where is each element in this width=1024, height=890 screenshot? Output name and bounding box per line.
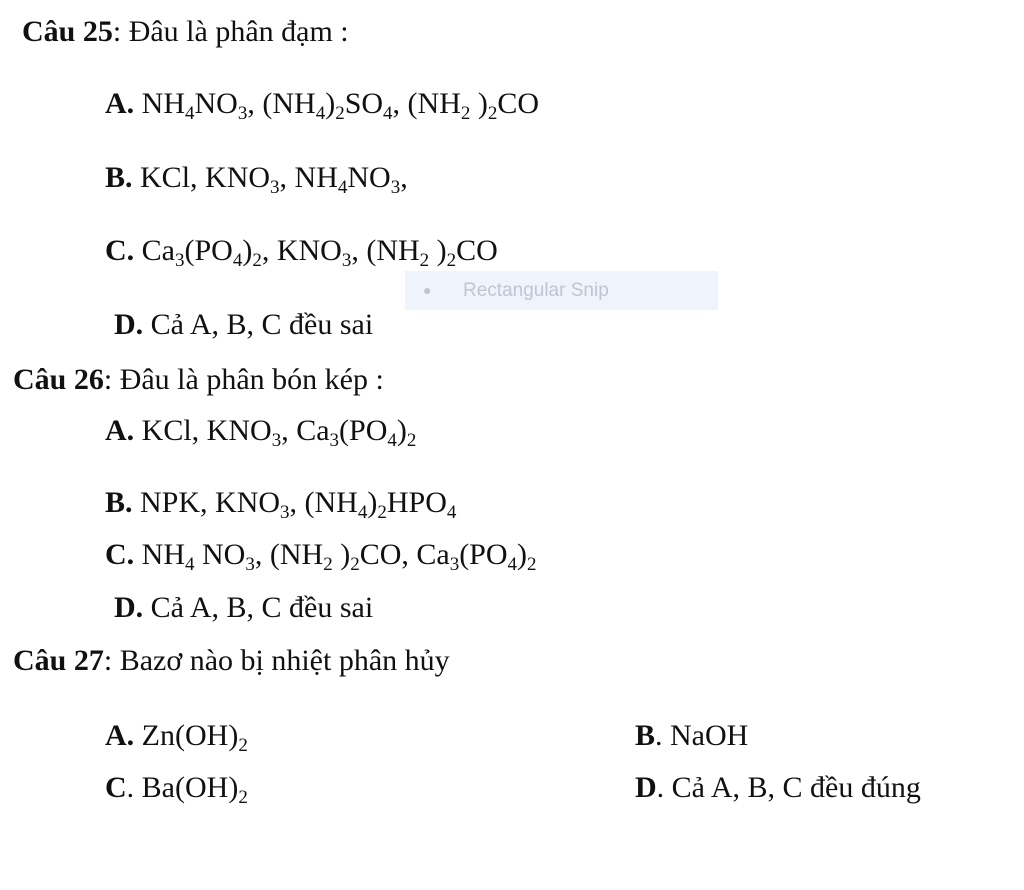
formula-subscript: 2 xyxy=(460,103,471,124)
formula-subscript: 2 xyxy=(419,250,430,271)
option-letter: C. xyxy=(105,538,135,571)
formula-subscript: 2 xyxy=(350,554,360,575)
formula-text: ) xyxy=(470,87,488,120)
option-formula xyxy=(141,234,498,271)
formula-subscript: 4 xyxy=(185,103,195,124)
question-text: : Đâu là phân bón kép : xyxy=(103,363,384,396)
formula-subscript: 2 xyxy=(238,787,248,808)
option-letter: B. xyxy=(105,486,133,519)
q27-option-a xyxy=(105,718,248,754)
option-formula xyxy=(141,719,248,756)
question-text: : Bazơ nào bị nhiệt phân hủy xyxy=(103,644,450,677)
option-text: . Cả A, B, C đều đúng xyxy=(656,771,921,804)
formula-text: HPO xyxy=(386,486,447,519)
formula-subscript: 2 xyxy=(323,554,333,575)
question-number: Câu 27 xyxy=(13,644,104,677)
q26-option-d xyxy=(114,590,373,626)
formula-text: ) xyxy=(517,538,528,571)
question-text: : Đâu là phân đạm : xyxy=(112,15,349,48)
formula-text: KCl, KNO xyxy=(141,414,272,447)
option-letter: C. xyxy=(105,234,135,267)
option-formula xyxy=(140,486,457,523)
formula-subscript: 3 xyxy=(245,554,255,575)
formula-text: (PO xyxy=(459,538,508,571)
option-text: . NaOH xyxy=(655,719,749,752)
formula-text: NO xyxy=(194,538,246,571)
option-letter: A. xyxy=(105,414,135,447)
formula-subscript: 3 xyxy=(271,430,282,451)
formula-text: ) xyxy=(325,87,336,120)
q25-option-b xyxy=(105,160,408,196)
option-letter: B xyxy=(635,719,656,752)
formula-text: , Ca xyxy=(281,414,330,447)
formula-subscript: 2 xyxy=(335,103,345,124)
question-25-title xyxy=(22,14,349,50)
formula-text: ) xyxy=(429,234,447,267)
formula-text: (PO xyxy=(339,414,388,447)
formula-text: , (NH xyxy=(289,486,358,519)
q27-option-d xyxy=(635,770,921,806)
formula-subscript: 4 xyxy=(446,502,457,523)
formula-subscript: 4 xyxy=(387,430,397,451)
option-letter: D. xyxy=(114,591,144,624)
q26-option-a xyxy=(105,413,416,449)
formula-subscript: 2 xyxy=(377,502,387,523)
formula-subscript: 2 xyxy=(487,103,498,124)
formula-text: ) xyxy=(332,538,351,571)
snip-dot-icon: ● xyxy=(423,282,432,298)
formula-subscript: 2 xyxy=(527,554,537,575)
formula-text: , NH xyxy=(279,161,338,194)
formula-subscript: 4 xyxy=(232,250,243,271)
formula-text: , (NH xyxy=(351,234,420,267)
question-number: Câu 25 xyxy=(22,15,113,48)
formula-text: , KNO xyxy=(261,234,342,267)
q25-option-d xyxy=(114,307,373,343)
formula-subscript: 3 xyxy=(390,177,401,198)
q27-option-c xyxy=(105,770,248,806)
formula-subscript: 3 xyxy=(280,502,290,523)
formula-text: , (NH xyxy=(392,87,461,120)
formula-subscript: 2 xyxy=(238,735,248,756)
formula-subscript: 4 xyxy=(185,554,195,575)
formula-subscript: 4 xyxy=(337,177,348,198)
formula-subscript: 2 xyxy=(252,250,262,271)
formula-subscript: 2 xyxy=(446,250,457,271)
q25-option-c xyxy=(105,233,498,269)
formula-subscript: 3 xyxy=(329,430,340,451)
formula-subscript: 3 xyxy=(449,554,460,575)
formula-text: , xyxy=(400,161,408,194)
formula-text: NO xyxy=(194,87,238,120)
formula-text: NO xyxy=(347,161,391,194)
formula-text: CO, Ca xyxy=(359,538,450,571)
formula-subscript: 2 xyxy=(406,430,417,451)
q27-option-b xyxy=(635,718,748,754)
option-letter: A. xyxy=(105,719,135,752)
rectangular-snip-overlay xyxy=(405,271,718,310)
option-letter: D xyxy=(635,771,657,804)
formula-text: . Ba(OH) xyxy=(126,771,239,804)
option-formula xyxy=(140,161,408,198)
option-letter: D. xyxy=(114,308,144,341)
formula-text: NPK, KNO xyxy=(140,486,281,519)
option-formula xyxy=(126,771,248,808)
formula-subscript: 4 xyxy=(383,103,393,124)
option-letter: A. xyxy=(105,87,135,120)
option-text: Cả A, B, C đều sai xyxy=(150,308,374,341)
formula-subscript: 4 xyxy=(357,502,368,523)
formula-text: NH xyxy=(141,87,186,120)
q25-option-a xyxy=(105,86,539,122)
formula-text: ) xyxy=(396,414,407,447)
q26-option-c xyxy=(105,537,537,573)
question-27-title xyxy=(13,643,450,679)
option-text: Cả A, B, C đều sai xyxy=(150,591,374,624)
formula-subscript: 3 xyxy=(341,250,352,271)
option-formula xyxy=(141,87,540,124)
formula-subscript: 3 xyxy=(270,177,280,198)
option-formula xyxy=(141,414,417,451)
formula-text: SO xyxy=(344,87,384,120)
option-letter: B. xyxy=(105,161,133,194)
formula-subscript: 4 xyxy=(507,554,518,575)
formula-text: Ca xyxy=(141,234,175,267)
question-number: Câu 26 xyxy=(13,363,104,396)
formula-text: , (NH xyxy=(254,538,324,571)
formula-text: ) xyxy=(242,234,253,267)
q26-option-b xyxy=(105,485,456,521)
formula-text: CO xyxy=(497,87,540,120)
formula-text: Zn(OH) xyxy=(141,719,239,752)
snip-label: Rectangular Snip xyxy=(463,280,609,301)
formula-text: ) xyxy=(367,486,378,519)
formula-text: , (NH xyxy=(247,87,316,120)
question-26-title xyxy=(13,362,384,398)
formula-subscript: 3 xyxy=(175,250,185,271)
formula-subscript: 4 xyxy=(315,103,326,124)
option-formula xyxy=(141,538,537,575)
formula-text: (PO xyxy=(184,234,233,267)
formula-subscript: 3 xyxy=(237,103,248,124)
formula-text: CO xyxy=(456,234,498,267)
option-letter: C xyxy=(105,771,127,804)
formula-text: NH xyxy=(141,538,186,571)
formula-text: KCl, KNO xyxy=(140,161,271,194)
